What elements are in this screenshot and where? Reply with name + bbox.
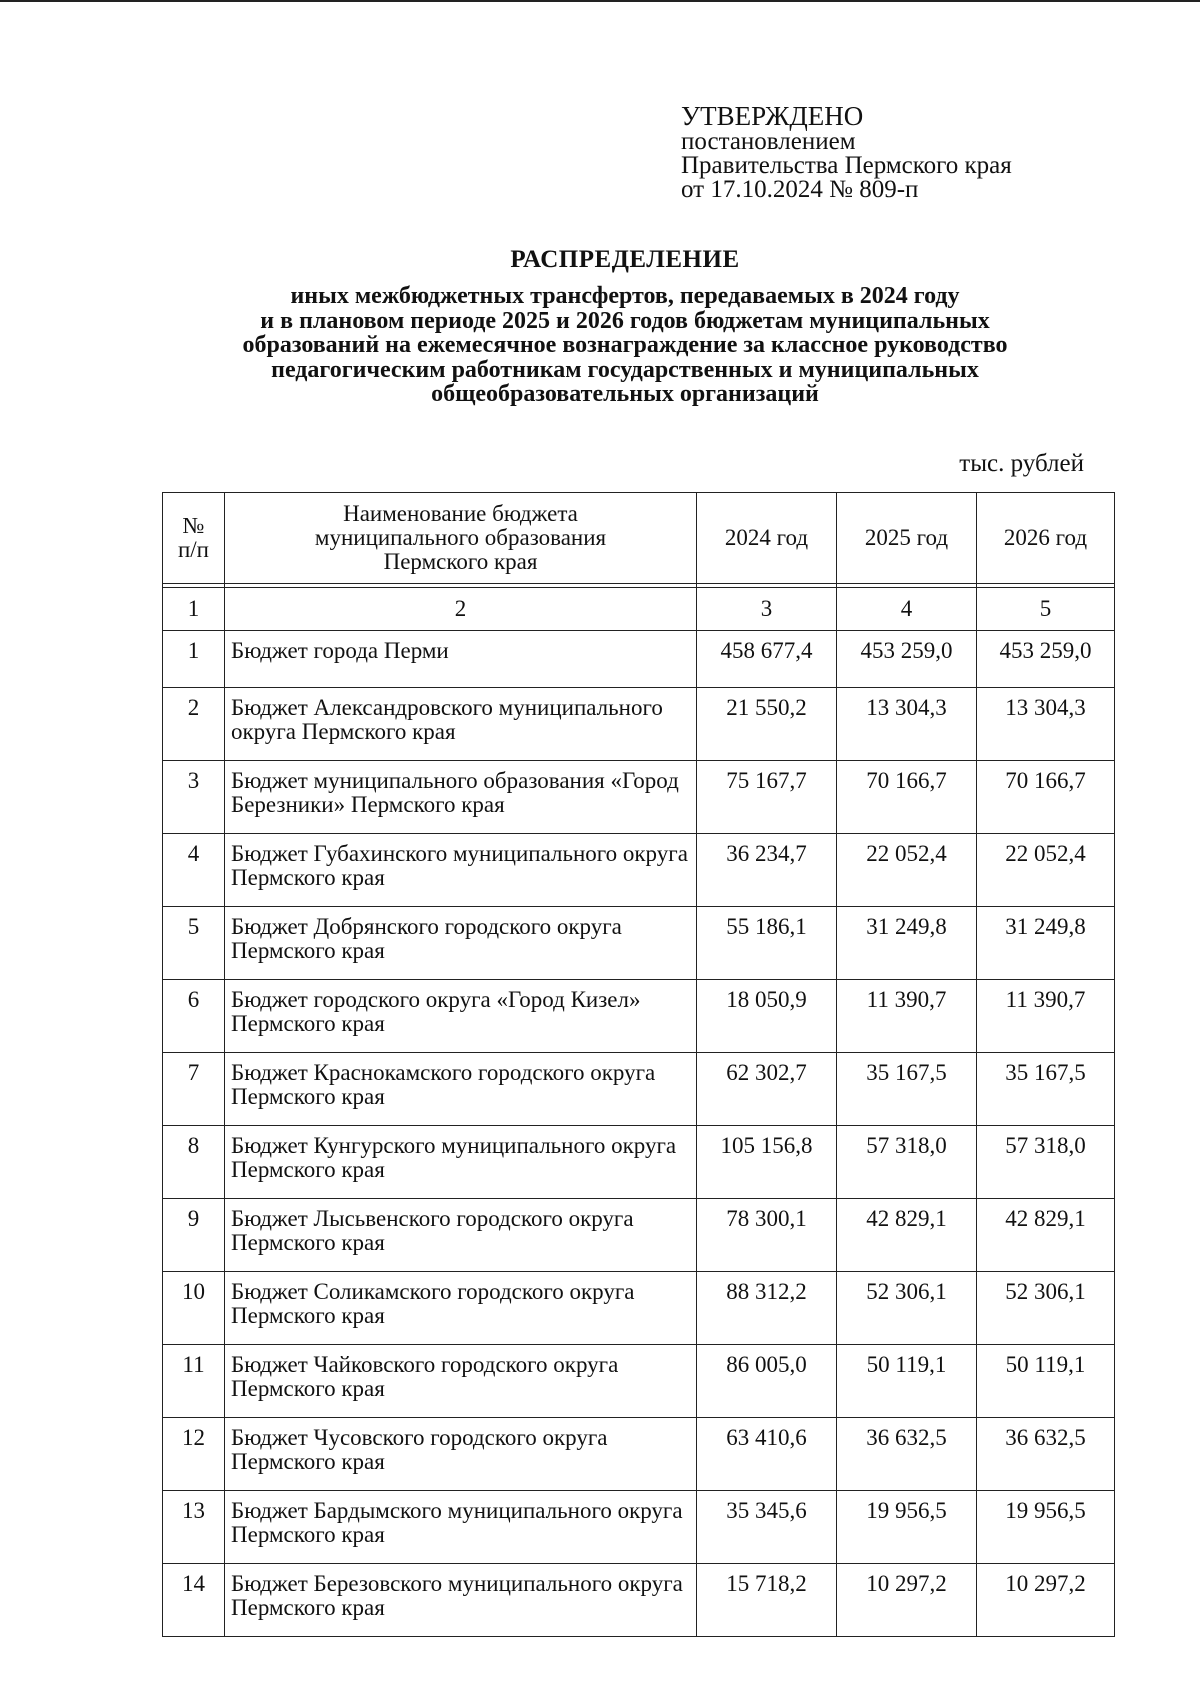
value-2025: 52 306,1	[837, 1272, 977, 1345]
value-2024: 86 005,0	[697, 1345, 837, 1418]
header-name-text: Наименование бюджета муниципального образования Пермского края	[314, 501, 607, 574]
value-2025: 19 956,5	[837, 1491, 977, 1564]
row-number: 6	[163, 980, 225, 1053]
row-number: 7	[163, 1053, 225, 1126]
column-number: 2	[225, 588, 697, 631]
value-2026: 10 297,2	[977, 1564, 1115, 1637]
row-number: 9	[163, 1199, 225, 1272]
table-row	[163, 834, 1115, 907]
value-2025: 453 259,0	[837, 631, 977, 688]
row-number: 8	[163, 1126, 225, 1199]
value-2025: 10 297,2	[837, 1564, 977, 1637]
row-number: 2	[163, 688, 225, 761]
approval-title: УТВЕРЖДЕНО	[681, 101, 864, 131]
column-number: 4	[837, 588, 977, 631]
value-2025: 57 318,0	[837, 1126, 977, 1199]
budget-name: Бюджет муниципального образования «Город Березники» Пермского края	[225, 761, 697, 834]
budget-name: Бюджет Добрянского городского округа Пермского края	[225, 907, 697, 980]
value-2025: 31 249,8	[837, 907, 977, 980]
budget-name: Бюджет Губахинского муниципального округа Пермского края	[225, 834, 697, 907]
document-title: РАСПРЕДЕЛЕНИЕ	[510, 246, 740, 273]
value-2025: 42 829,1	[837, 1199, 977, 1272]
budget-name: Бюджет Кунгурского муниципального округа Пермского края	[225, 1126, 697, 1199]
row-number: 12	[163, 1418, 225, 1491]
approval-line-1: постановлением	[681, 128, 856, 155]
value-2026: 13 304,3	[977, 688, 1115, 761]
table-row	[163, 688, 1115, 761]
header-name	[225, 493, 697, 584]
table-row	[163, 1126, 1115, 1199]
table-row	[163, 1053, 1115, 1126]
page-top-border	[0, 0, 1200, 2]
budget-name: Бюджет городского округа «Город Кизел» Пермского края	[225, 980, 697, 1053]
distribution-table	[162, 492, 1115, 1637]
budget-name: Бюджет Чайковского городского округа Пермского края	[225, 1345, 697, 1418]
value-2024: 105 156,8	[697, 1126, 837, 1199]
column-number: 1	[163, 588, 225, 631]
subtitle-line: образований на ежемесячное вознаграждение за классное руководство	[242, 332, 1008, 358]
table-row	[163, 1199, 1115, 1272]
table-row	[163, 1345, 1115, 1418]
budget-name: Бюджет Чусовского городского округа Пермского края	[225, 1418, 697, 1491]
document-subtitle	[150, 284, 1100, 407]
row-number: 11	[163, 1345, 225, 1418]
budget-name: Бюджет Лысьвенского городского округа Пермского края	[225, 1199, 697, 1272]
value-2025: 50 119,1	[837, 1345, 977, 1418]
value-2026: 36 632,5	[977, 1418, 1115, 1491]
budget-name: Бюджет Краснокамского городского округа Пермского края	[225, 1053, 697, 1126]
value-2024: 62 302,7	[697, 1053, 837, 1126]
value-2025: 22 052,4	[837, 834, 977, 907]
header-2026: 2026 год	[977, 493, 1115, 584]
table-row	[163, 980, 1115, 1053]
approval-line-3: от 17.10.2024 № 809-п	[681, 176, 919, 203]
budget-name: Бюджет города Перми	[225, 631, 697, 688]
table-header-row	[163, 493, 1115, 584]
value-2024: 63 410,6	[697, 1418, 837, 1491]
value-2024: 21 550,2	[697, 688, 837, 761]
value-2025: 11 390,7	[837, 980, 977, 1053]
budget-name: Бюджет Соликамского городского округа Пермского края	[225, 1272, 697, 1345]
value-2026: 42 829,1	[977, 1199, 1115, 1272]
value-2026: 11 390,7	[977, 980, 1115, 1053]
budget-name: Бюджет Березовского муниципального округа Пермского края	[225, 1564, 697, 1637]
row-number: 3	[163, 761, 225, 834]
header-2025: 2025 год	[837, 493, 977, 584]
value-2024: 75 167,7	[697, 761, 837, 834]
header-num-text: № п/п	[177, 513, 209, 562]
table-row	[163, 1418, 1115, 1491]
value-2026: 22 052,4	[977, 834, 1115, 907]
column-number-row	[163, 588, 1115, 631]
units-label: тыс. рублей	[959, 450, 1084, 477]
value-2024: 88 312,2	[697, 1272, 837, 1345]
column-number: 5	[977, 588, 1115, 631]
header-2024: 2024 год	[697, 493, 837, 584]
value-2026: 35 167,5	[977, 1053, 1115, 1126]
row-number: 1	[163, 631, 225, 688]
value-2026: 50 119,1	[977, 1345, 1115, 1418]
approval-stamp	[681, 102, 1012, 202]
value-2024: 458 677,4	[697, 631, 837, 688]
value-2025: 70 166,7	[837, 761, 977, 834]
subtitle-line: педагогическим работникам государственных и муниципальных	[271, 356, 979, 383]
column-number: 3	[697, 588, 837, 631]
value-2026: 31 249,8	[977, 907, 1115, 980]
row-number: 5	[163, 907, 225, 980]
value-2026: 70 166,7	[977, 761, 1115, 834]
value-2026: 19 956,5	[977, 1491, 1115, 1564]
table-row	[163, 1272, 1115, 1345]
table-row	[163, 907, 1115, 980]
value-2026: 453 259,0	[977, 631, 1115, 688]
value-2024: 35 345,6	[697, 1491, 837, 1564]
subtitle-line: и в плановом периоде 2025 и 2026 годов бюджетам муниципальных	[260, 307, 990, 334]
table-body	[163, 631, 1115, 1637]
subtitle-line: иных межбюджетных трансфертов, передаваемых в 2024 году	[290, 283, 960, 309]
value-2025: 13 304,3	[837, 688, 977, 761]
approval-line-2: Правительства Пермского края	[681, 152, 1012, 179]
subtitle-line: общеобразовательных организаций	[431, 381, 819, 407]
value-2025: 36 632,5	[837, 1418, 977, 1491]
value-2025: 35 167,5	[837, 1053, 977, 1126]
value-2024: 15 718,2	[697, 1564, 837, 1637]
table-row	[163, 761, 1115, 834]
budget-name: Бюджет Бардымского муниципального округа Пермского края	[225, 1491, 697, 1564]
row-number: 13	[163, 1491, 225, 1564]
budget-name: Бюджет Александровского муниципального округа Пермского края	[225, 688, 697, 761]
row-number: 10	[163, 1272, 225, 1345]
value-2024: 18 050,9	[697, 980, 837, 1053]
value-2024: 78 300,1	[697, 1199, 837, 1272]
table-row	[163, 1564, 1115, 1637]
row-number: 14	[163, 1564, 225, 1637]
row-number: 4	[163, 834, 225, 907]
value-2026: 57 318,0	[977, 1126, 1115, 1199]
value-2024: 36 234,7	[697, 834, 837, 907]
table-row	[163, 631, 1115, 688]
table-row	[163, 1491, 1115, 1564]
value-2024: 55 186,1	[697, 907, 837, 980]
header-num	[163, 493, 225, 584]
value-2026: 52 306,1	[977, 1272, 1115, 1345]
